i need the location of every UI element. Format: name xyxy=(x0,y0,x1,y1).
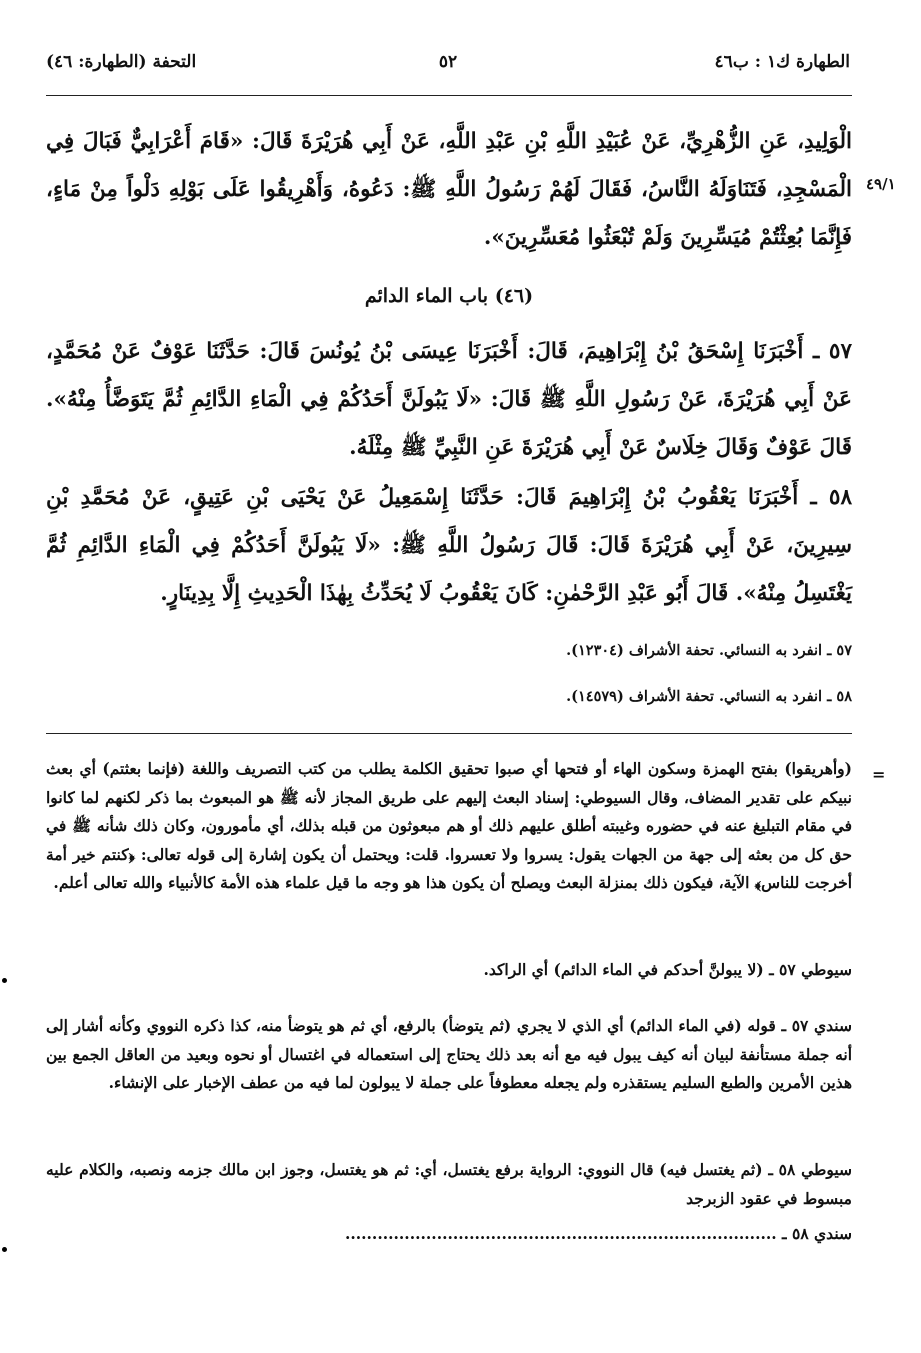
takhrij-57: ٥٧ ـ انفرد به النسائي. تحفة الأشراف (١٢٣٠٤). xyxy=(566,642,852,659)
page-number: ٥٢ xyxy=(438,52,458,72)
hadith-57: ٥٧ ـ أَخْبَرَنَا إِسْحَقُ بْنُ إِبْرَاهِيمَ، قَالَ: أَخْبَرَنَا عِيسَى بْنُ يُونُسَ قَالَ: حَدَّثَنَا عَوْفٌ عَنْ مُحَمَّدٍ، عَنْ أَبِي هُرَيْرَةَ، عَنْ رَسُولِ اللَّهِ ﷺ قَالَ: «لَا يَبُولَنَّ أَحَدُكُمْ فِي الْمَاءِ الدَّائِمِ ثُمَّ يَتَوَضَّأُ مِنْهُ». قَالَ عَوْفٌ وَقَالَ خِلَاسٌ عَنْ أَبِي هُرَيْرَةَ عَنِ النَّبِيِّ ﷺ مِثْلَهُ. xyxy=(46,339,852,460)
margin-dot xyxy=(2,978,7,983)
chapter-title: (٤٦) باب الماء الدائم xyxy=(364,285,534,307)
hadith-continuation: الْوَلِيدِ، عَنِ الزُّهْرِيِّ، عَنْ عُبَيْدِ اللَّهِ بْنِ عَبْدِ اللَّهِ، عَنْ أَبِي هُرَيْرَةَ قَالَ: «قَامَ أَعْرَابِيٌّ فَبَالَ فِي الْمَسْجِدِ، فَتَنَاوَلَهُ النَّاسُ، فَقَالَ لَهُمْ رَسُولُ اللَّهِ ﷺ: دَعُوهُ، وَأَهْرِيقُوا عَلَى بَوْلِهِ دَلْواً مِنْ مَاءٍ، فَإِنَّمَا بُعِثْتُمْ مُيَسِّرِينَ وَلَمْ تُبْعَثُوا مُعَسِّرِينَ». xyxy=(46,129,852,250)
header-rule xyxy=(46,95,852,96)
commentary-sindi-57: سندي ٥٧ ـ قوله (في الماء الدائم) أي الذي لا يجري (ثم يتوضأ) بالرفع، أي ثم هو يتوضأ منه، كذا ذكره النووي وكأنه أشار إلى أنه جملة مستأنفة لبيان أنه كيف يبول فيه مع أنه بعد ذلك يحتاج إلى استعماله في اغتسال أو نحوه وبعيد من العاقل الجمع بين هذين الأمرين والطبع السليم يستقذره ولم يجعله معطوفاً على جملة لا يبولون لما فيه من عطف الإخبار على الإنشاء. xyxy=(46,1016,852,1093)
takhrij-58: ٥٨ ـ انفرد به النسائي. تحفة الأشراف (١٤٥٧٩). xyxy=(566,688,852,705)
margin-dot xyxy=(2,1247,7,1252)
page-header xyxy=(46,48,850,84)
commentary-suyuti-57: سيوطي ٥٧ ـ (لا يبولنَّ أحدكم في الماء الدائم) أي الراكد. xyxy=(483,960,852,979)
margin-reference: ٤٩/١ xyxy=(866,175,896,193)
commentary-suyuti-58: سيوطي ٥٨ ـ (ثم يغتسل فيه) قال النووي: الرواية برفع يغتسل، أي: ثم هو يغتسل، وجوز ابن مالك جزمه ونصبه، والكلام عليه مبسوط في عقود الزبرجد xyxy=(46,1160,853,1208)
footnote-rule xyxy=(46,733,852,734)
header-book-section: الطهارة ك١ : ب٤٦ xyxy=(714,52,850,72)
continuation-mark: = xyxy=(872,765,886,784)
commentary-sindi-58: سندي ٥٨ ـ ................................................................................ xyxy=(344,1224,852,1243)
header-tuhfa-ref: التحفة (الطهارة: ٤٦) xyxy=(46,52,197,72)
commentary-main: (وأهريقوا) بفتح الهمزة وسكون الهاء أو فتحها أي صبوا تحقيق الكلمة يطلب من كتب التصريف واللغة (فإنما بعثتم) أي بعث نبيكم على تقدير المضاف، وقال السيوطي: إسناد البعث إليهم على طريق المجاز لأنه ﷺ هو المبعوث بما ذكر لكنهم لما كانوا في مقام التبليغ عنه في حضوره وغيبته أطلق عليهم ذلك أو هم مبعوثون من قبله بذلك، أي مأمورون، وكان ذلك شأنه ﷺ في حق كل من بعثه إلى جهة من الجهات يقول: يسروا ولا تعسروا. قلت: ويحتمل أن يكون إشارة إلى قوله تعالى: ﴿كنتم خير أمة أخرجت للناس﴾ الآية، فيكون ذلك بمنزلة البعث ويصلح أن يكون هذا هو وجه ما قيل علماء هذه الأمة كالأنبياء والله تعالى أعلم. xyxy=(46,759,852,893)
hadith-58: ٥٨ ـ أَخْبَرَنَا يَعْقُوبُ بْنُ إِبْرَاهِيمَ قَالَ: حَدَّثَنَا إِسْمَعِيلُ عَنْ يَحْيَى بْنِ عَتِيقٍ، عَنْ مُحَمَّدِ بْنِ سِيرِينَ، عَنْ أَبِي هُرَيْرَةَ قَالَ: قَالَ رَسُولُ اللَّهِ ﷺ: «لَا يَبُولَنَّ أَحَدُكُمْ فِي الْمَاءِ الدَّائِمِ ثُمَّ يَغْتَسِلُ مِنْهُ». قَالَ أَبُو عَبْدِ الرَّحْمٰنِ: كَانَ يَعْقُوبُ لَا يُحَدِّثُ بِهٰذَا الْحَدِيثِ إِلَّا بِدِينَارٍ. xyxy=(46,485,852,606)
